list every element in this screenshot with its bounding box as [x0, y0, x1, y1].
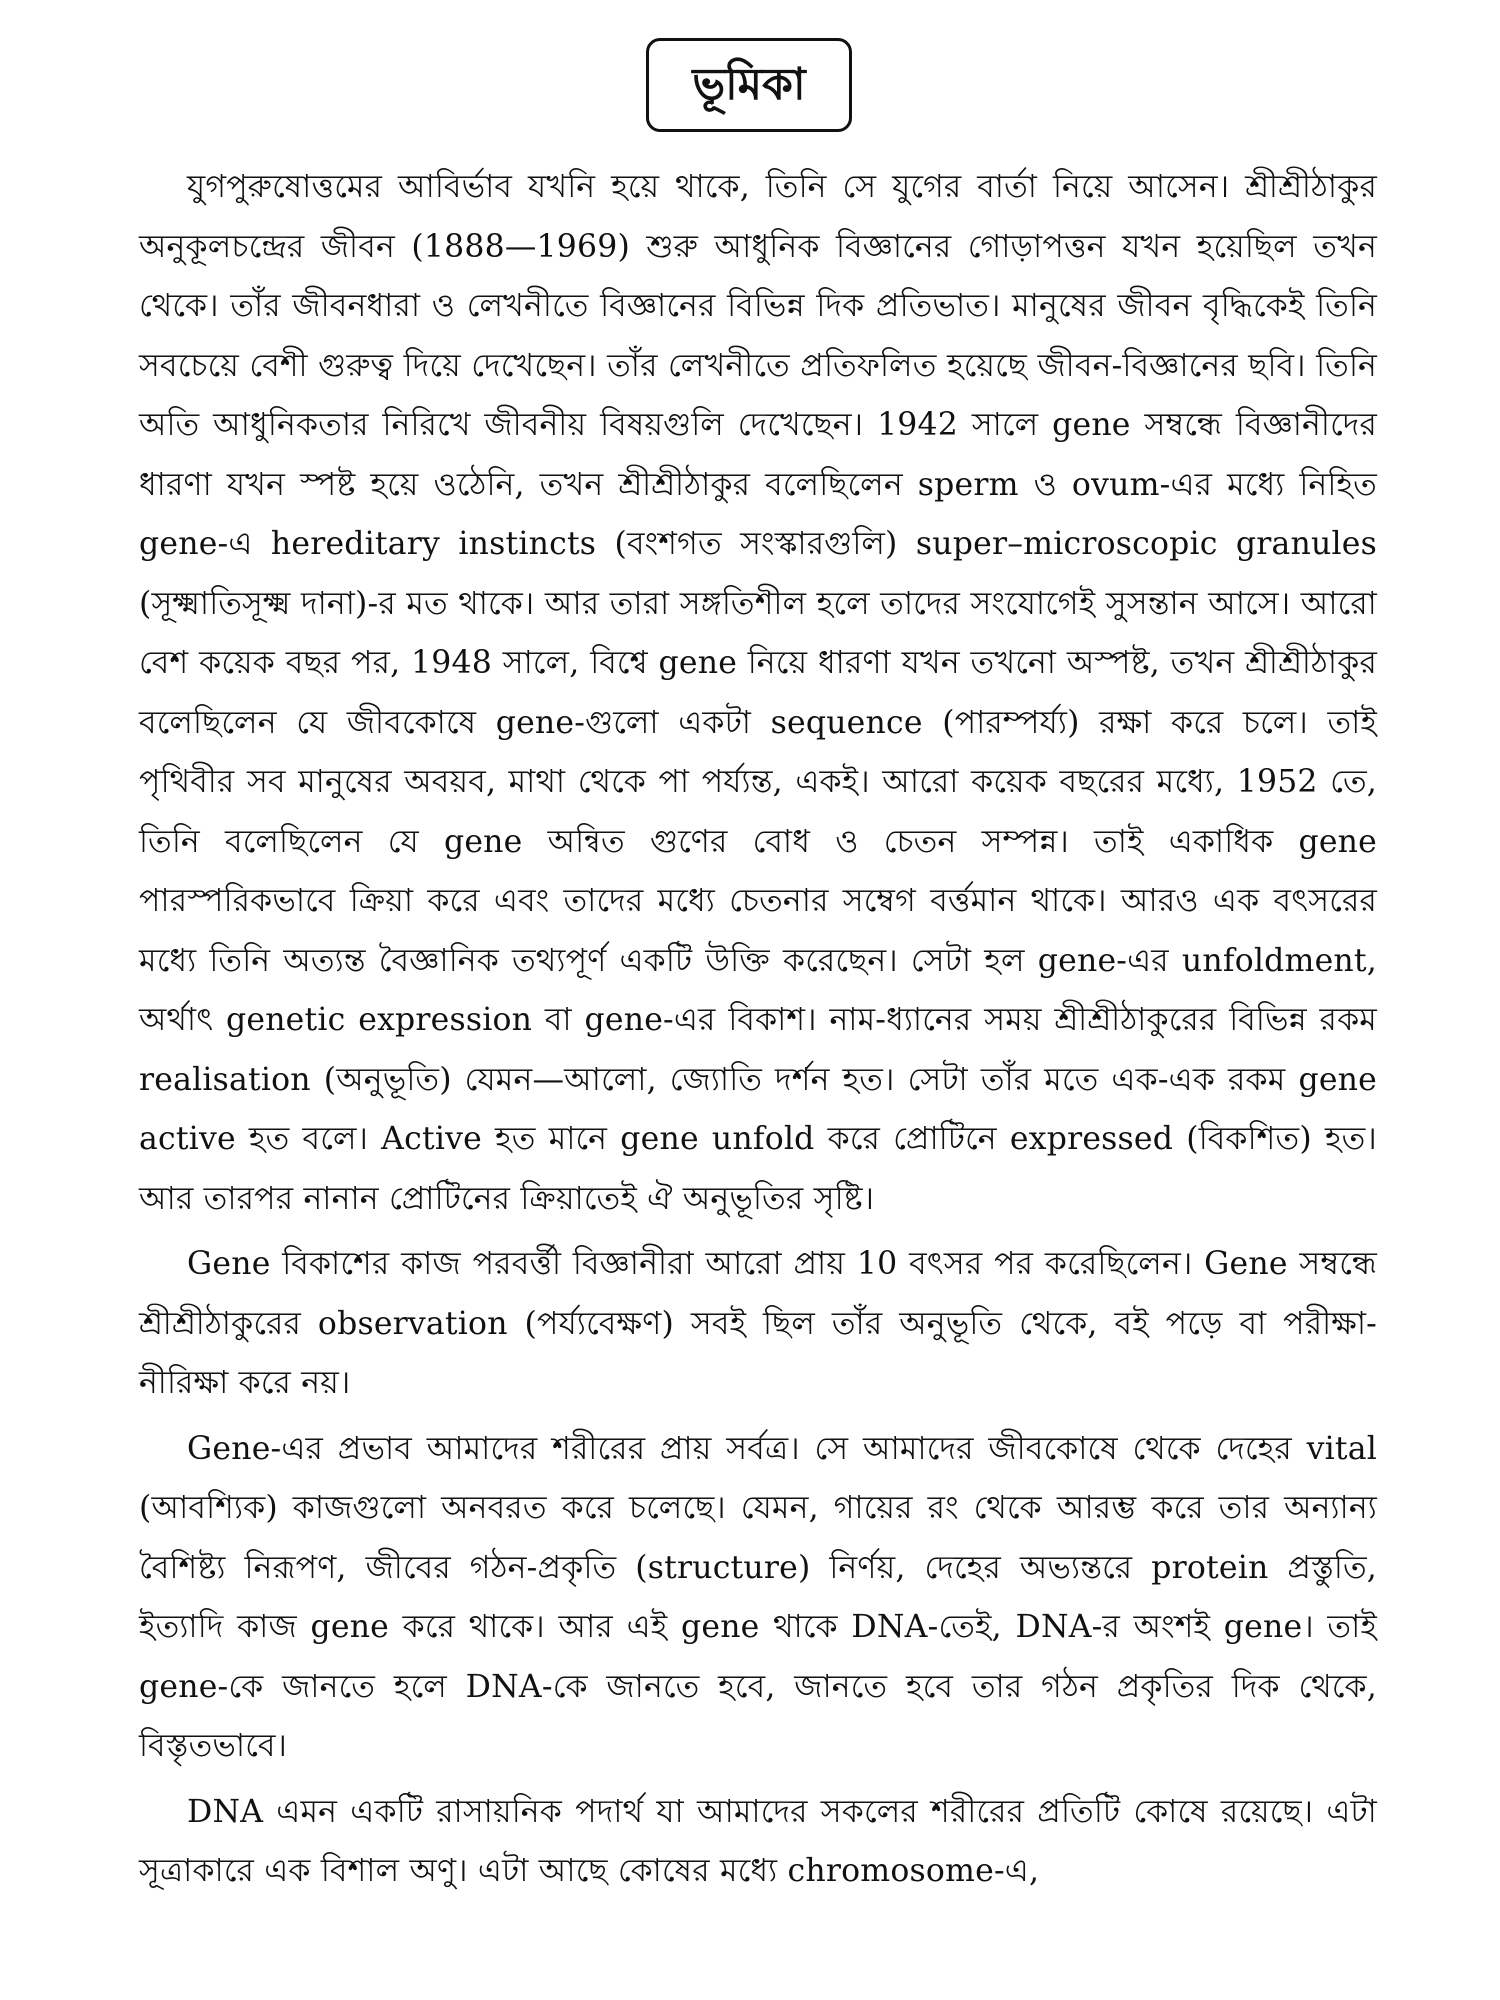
title-box [646, 38, 852, 132]
paragraph-4: DNA এমন একটি রাসায়নিক পদার্থ যা আমাদের সকলের শরীরের প্রতিটি কোষে রয়েছে। এটা সূত্রাকারে এক বিশাল অণু। এটা আছে কোষের মধ্যে chromosome-এ, [139, 1793, 1377, 1889]
page-title: ভূমিকা [692, 59, 806, 110]
paragraph-3: Gene-এর প্রভাব আমাদের শরীরের প্রায় সর্বত্র। সে আমাদের জীবকোষে থেকে দেহের vital (আবশ্যিক) কাজগুলো অনবরত করে চলেছে। যেমন, গায়ের রং থেকে আরম্ভ করে তার অন্যান্য বৈশিষ্ট্য নিরূপণ, জীবের গঠন-প্রকৃতি (structure) নির্ণয়, দেহের অভ্যন্তরে protein প্রস্তুতি, ইত্যাদি কাজ gene করে থাকে। আর এই gene থাকে DNA-তেই, DNA-র অংশই gene। তাই gene-কে জানতে হলে DNA-কে জানতে হবে, জানতে হবে তার গঠন প্রকৃতির দিক থেকে, বিস্তৃতভাবে। [139, 1430, 1377, 1764]
paragraph-1: যুগপুরুষোত্তমের আবির্ভাব যখনি হয়ে থাকে, তিনি সে যুগের বার্তা নিয়ে আসেন। শ্রীশ্রীঠাকুর অনুকূলচন্দ্রের জীবন (1888—1969) শুরু আধুনিক বিজ্ঞানের গোড়াপত্তন যখন হয়েছিল তখন থেকে। তাঁর জীবনধারা ও লেখনীতে বিজ্ঞানের বিভিন্ন দিক প্রতিভাত। মানুষের জীবন বৃদ্ধিকেই তিনি সবচেয়ে বেশী গুরুত্ব দিয়ে দেখেছেন। তাঁর লেখনীতে প্রতিফলিত হয়েছে জীবন-বিজ্ঞানের ছবি। তিনি অতি আধুনিকতার নিরিখে জীবনীয় বিষয়গুলি দেখেছেন। 1942 সালে gene সম্বন্ধে বিজ্ঞানীদের ধারণা যখন স্পষ্ট হয়ে ওঠেনি, তখন শ্রীশ্রীঠাকুর বলেছিলেন sperm ও ovum-এর মধ্যে নিহিত gene-এ hereditary instincts (বংশগত সংস্কারগুলি) super–microscopic granules (সূক্ষ্মাতিসূক্ষ্ম দানা)-র মত থাকে। আর তারা সঙ্গতিশীল হলে তাদের সংযোগেই সুসন্তান আসে। আরো বেশ কয়েক বছর পর, 1948 সালে, বিশ্বে gene নিয়ে ধারণা যখন তখনো অস্পষ্ট, তখন শ্রীশ্রীঠাকুর বলেছিলেন যে জীবকোষে gene-গুলো একটা sequence (পারম্পর্য্য) রক্ষা করে চলে। তাই পৃথিবীর সব মানুষের অবয়ব, মাথা থেকে পা পর্য্যন্ত, একই। আরো কয়েক বছরের মধ্যে, 1952 তে, তিনি বলেছিলেন যে gene অন্বিত গুণের বোধ ও চেতন সম্পন্ন। তাই একাধিক gene পারস্পরিকভাবে ক্রিয়া করে এবং তাদের মধ্যে চেতনার সম্বেগ বর্ত্তমান থাকে। আরও এক বৎসরের মধ্যে তিনি অত্যন্ত বৈজ্ঞানিক তথ্যপূর্ণ একটি উক্তি করেছেন। সেটা হল gene-এর unfoldment, অর্থাৎ genetic expression বা gene-এর বিকাশ। নাম-ধ্যানের সময় শ্রীশ্রীঠাকুরের বিভিন্ন রকম realisation (অনুভূতি) যেমন—আলো, জ্যোতি দর্শন হত। সেটা তাঁর মতে এক-এক রকম gene active হত বলে। Active হত মানে gene unfold করে প্রোটিনে expressed (বিকশিত) হত। আর তারপর নানান প্রোটিনের ক্রিয়াতেই ঐ অনুভূতির সৃষ্টি। [139, 169, 1377, 1217]
body-text [139, 158, 1377, 1902]
paragraph-2: Gene বিকাশের কাজ পরবর্ত্তী বিজ্ঞানীরা আরো প্রায় 10 বৎসর পর করেছিলেন। Gene সম্বন্ধে শ্রীশ্রীঠাকুরের observation (পর্য্যবেক্ষণ) সবই ছিল তাঁর অনুভূতি থেকে, বই পড়ে বা পরীক্ষা-নীরিক্ষা করে নয়। [139, 1246, 1377, 1401]
